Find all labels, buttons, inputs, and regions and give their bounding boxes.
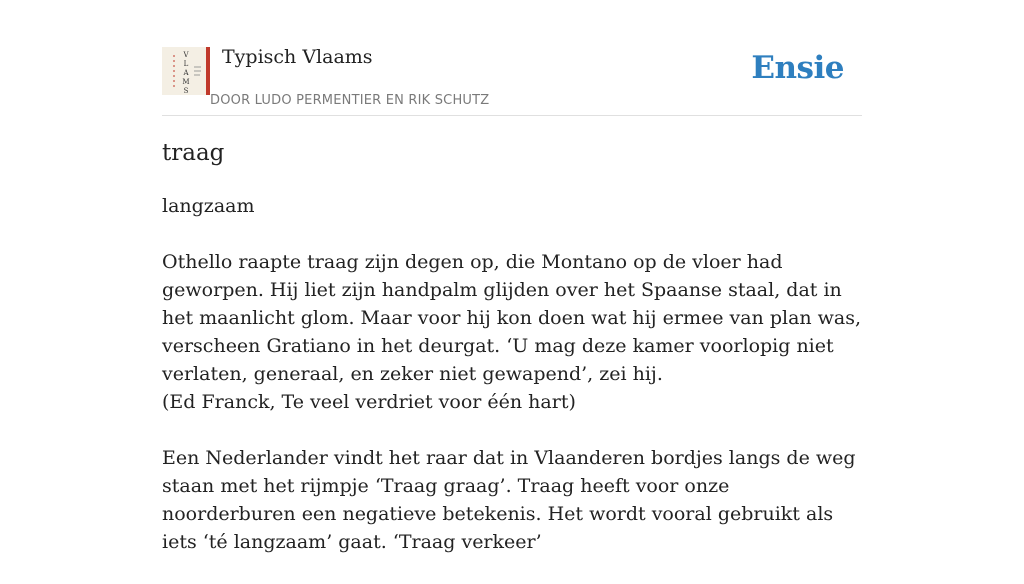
- entry-note: Een Nederlander vindt het raar dat in Vlaanderen bordjes langs de weg staan met het rijmpje ‘Traag graag’. Traag heeft voor onze noorderburen een negatieve betekenis. Het wordt vooral gebruikt als iets ‘té langzaam’ gaat. ‘Traag verkeer’: [162, 447, 856, 553]
- entry-card: [162, 0, 862, 553]
- svg-text:S: S: [183, 87, 189, 95]
- ensie-logo-link[interactable]: Ensie: [751, 50, 844, 86]
- svg-text:A: A: [183, 69, 189, 77]
- svg-text:V: V: [183, 51, 189, 59]
- book-authors: DOOR LUDO PERMENTIER EN RIK SCHUTZ: [210, 93, 490, 108]
- svg-text:L: L: [183, 60, 189, 68]
- entry-quote: Othello raapte traag zijn degen op, die Montano op de vloer had geworpen. Hij liet zijn handpalm glijden over het Spaanse staal, dat in het maanlicht glom. Maar voor hij kon doen wat hij ermee van plan was, verscheen Gratiano in het deurgat. ‘U mag deze kamer voorlopig niet verlaten, generaal, en zeker niet gewapend’, zei hij. (Ed Franck, Te veel verdriet voor één hart): [162, 251, 862, 413]
- entry-word: traag: [162, 140, 225, 166]
- book-title[interactable]: Typisch Vlaams: [222, 46, 373, 68]
- entry-body: [162, 192, 862, 584]
- entry-definition: langzaam: [162, 195, 255, 217]
- book-cover-icon[interactable]: [162, 47, 210, 95]
- entry-header: [162, 0, 862, 116]
- svg-text:M: M: [182, 78, 190, 86]
